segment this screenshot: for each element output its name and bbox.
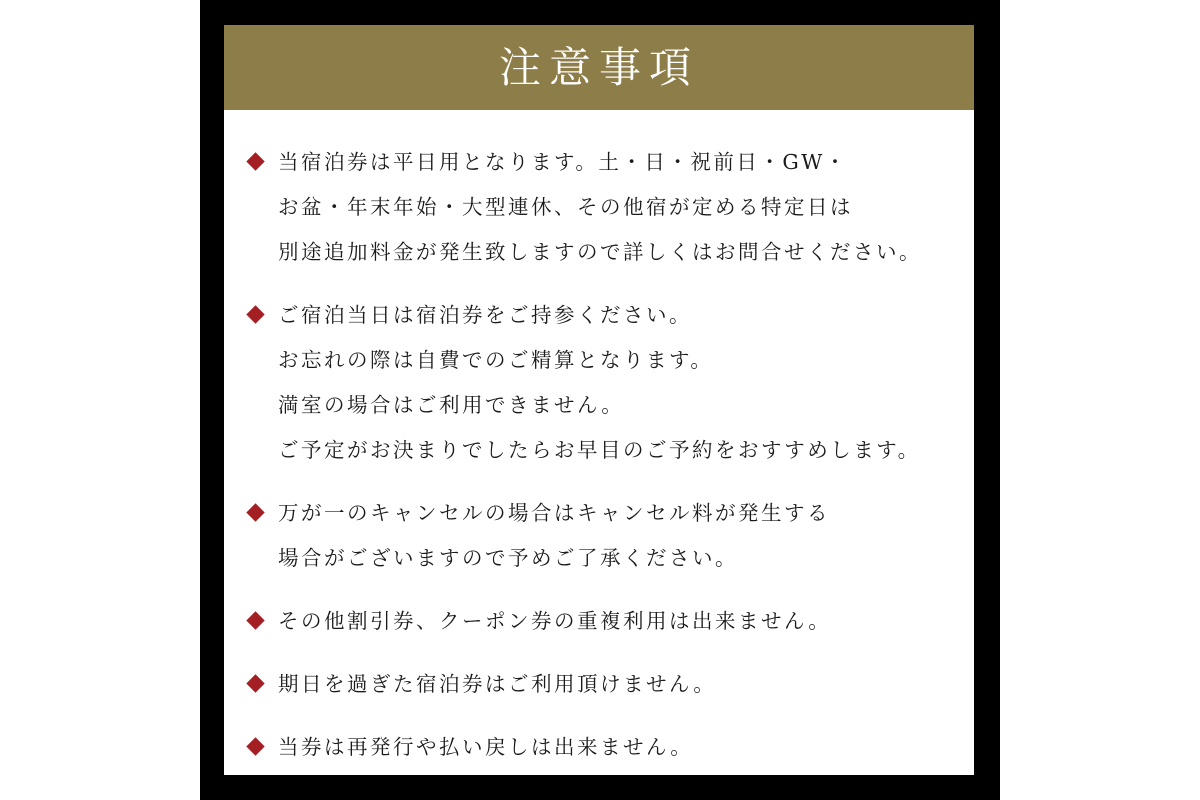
notes-list bbox=[246, 140, 966, 788]
note-line: 当宿泊券は平日用となります。土・日・祝前日・GW・ bbox=[278, 150, 848, 174]
note-line: お盆・年末年始・大型連休、その他宿が定める特定日は bbox=[278, 195, 853, 219]
diamond-bullet-icon bbox=[246, 737, 264, 755]
diamond-bullet-icon bbox=[246, 152, 264, 170]
diamond-bullet-icon bbox=[246, 503, 264, 521]
diamond-bullet-icon bbox=[246, 305, 264, 323]
note-item bbox=[246, 140, 966, 275]
note-item bbox=[246, 293, 966, 473]
note-line: 場合がございますので予めご了承ください。 bbox=[278, 546, 738, 570]
note-line: 当券は再発行や払い戻しは出来ません。 bbox=[278, 735, 694, 759]
note-line: お忘れの際は自費でのご精算となります。 bbox=[278, 348, 714, 372]
note-item bbox=[246, 725, 966, 770]
note-line: 期日を過ぎた宿泊券はご利用頂けません。 bbox=[278, 672, 717, 696]
note-line: ご宿泊当日は宿泊券をご持参ください。 bbox=[278, 303, 692, 327]
notice-card bbox=[224, 25, 974, 775]
note-line: 満室の場合はご利用できません。 bbox=[278, 393, 625, 417]
header-banner bbox=[224, 25, 974, 110]
diamond-bullet-icon bbox=[246, 611, 264, 629]
note-line: 万が一のキャンセルの場合はキャンセル料が発生する bbox=[278, 501, 830, 525]
diamond-bullet-icon bbox=[246, 674, 264, 692]
page-title: 注意事項 bbox=[498, 42, 699, 92]
note-line: その他割引券、クーポン券の重複利用は出来ません。 bbox=[278, 609, 832, 633]
note-line: ご予定がお決まりでしたらお早目のご予約をおすすめします。 bbox=[278, 438, 921, 462]
note-item bbox=[246, 491, 966, 581]
note-item bbox=[246, 662, 966, 707]
note-item bbox=[246, 599, 966, 644]
note-line: 別途追加料金が発生致しますので詳しくはお問合せください。 bbox=[278, 240, 922, 264]
